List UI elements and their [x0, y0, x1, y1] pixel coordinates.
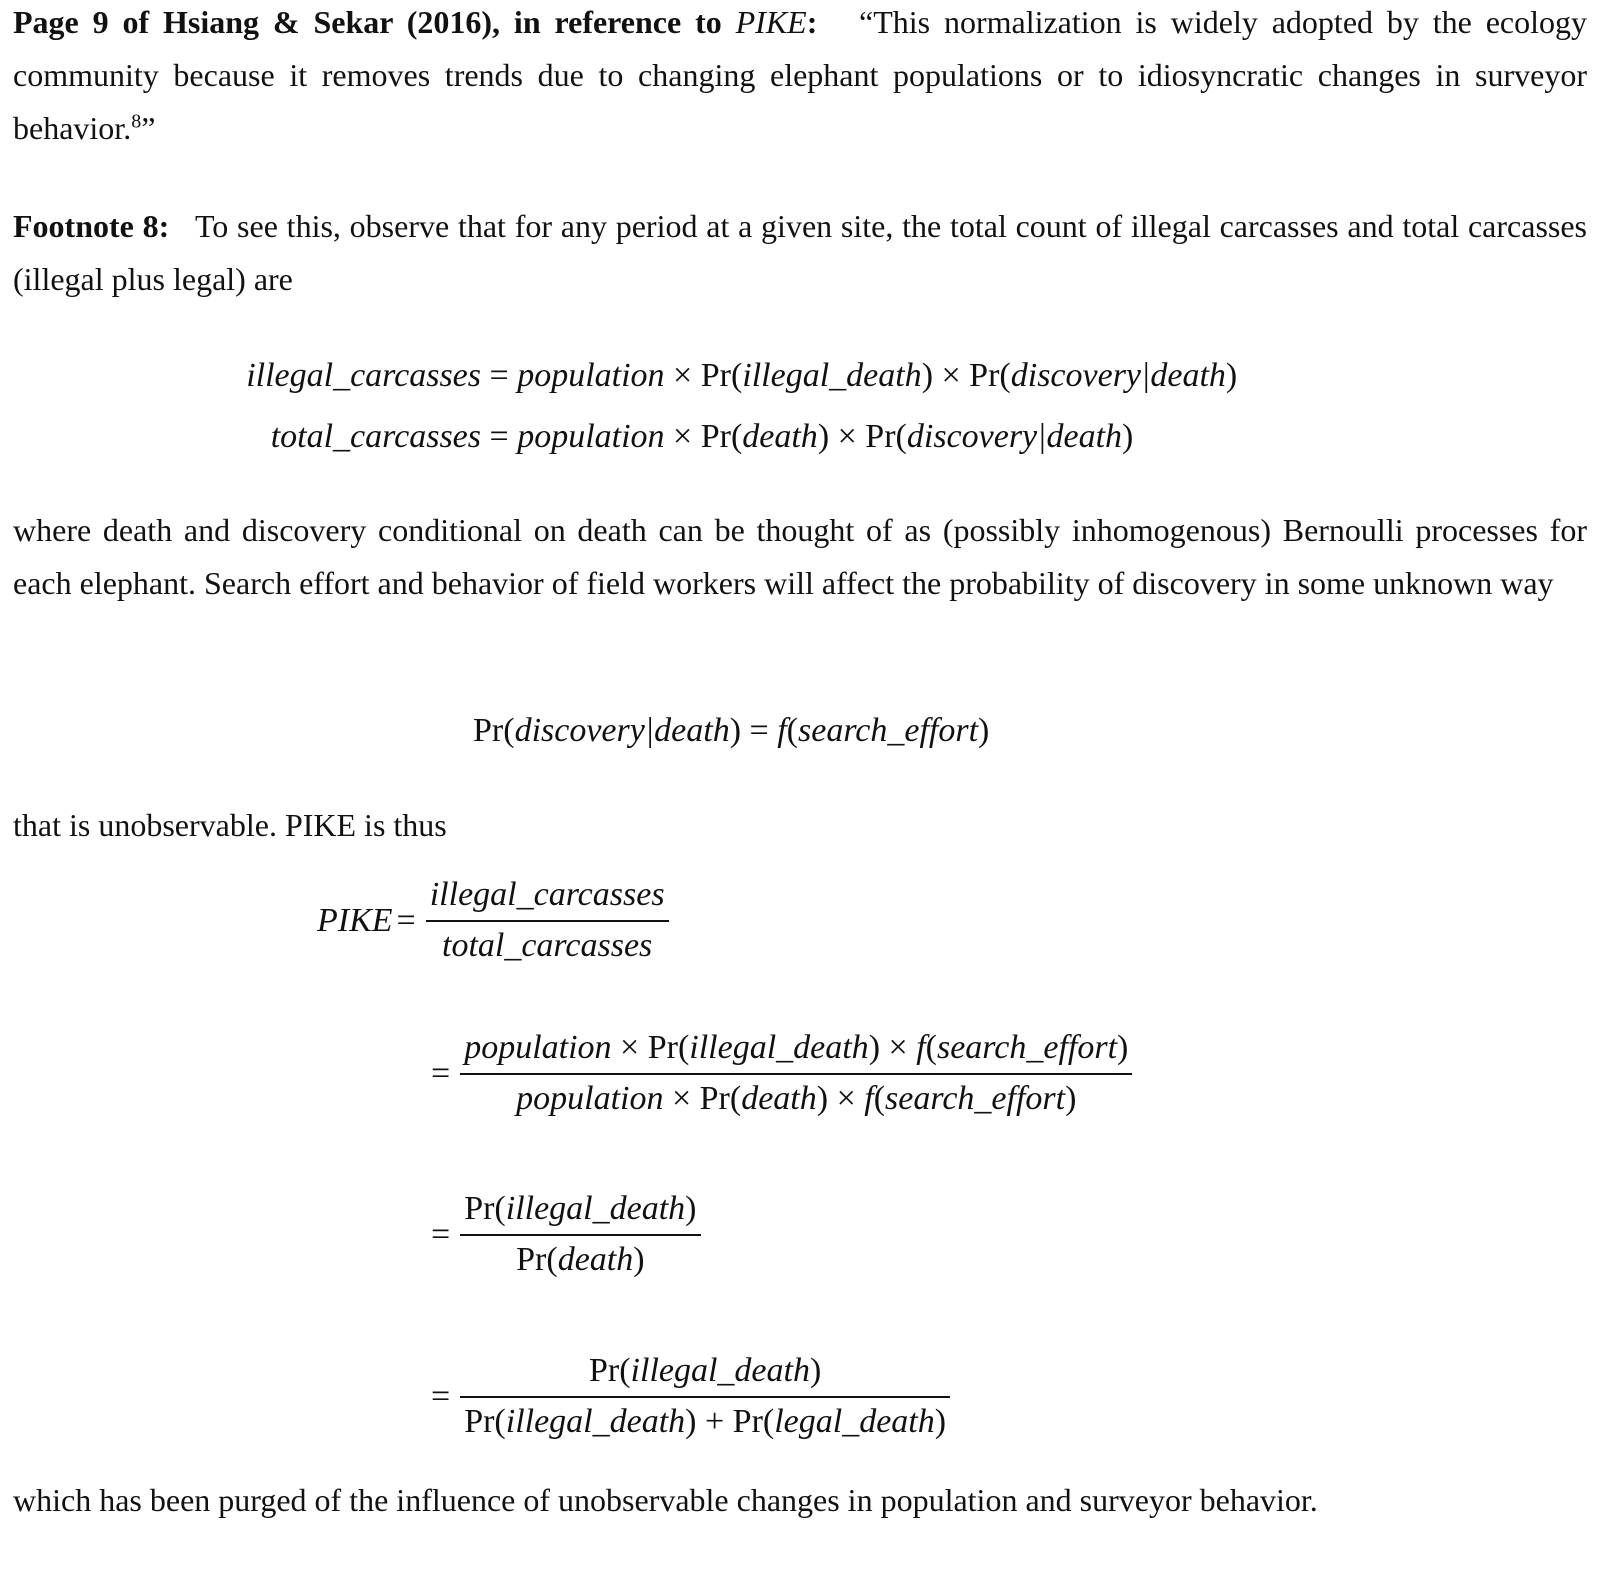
paragraph-2-text: where death and discovery conditional on death can be thought of as (possibly inhomogenous) Bernoulli processes for each elephant. Search effort and behavior of field workers will affect the probability of discovery in some unknown way	[13, 512, 1587, 601]
quote-heading-term: PIKE	[735, 4, 807, 40]
pike-step-2-den-arg: death	[741, 1080, 817, 1117]
pike-step-4-den-arg2: legal_death	[774, 1403, 935, 1440]
pike-lhs: PIKE	[317, 901, 393, 939]
pike-intro-paragraph	[13, 799, 1587, 852]
quote-paragraph	[13, 0, 1587, 155]
pike-step-1-fraction	[426, 873, 669, 968]
pike-step-3-fraction: $\frac{\text{Pr(illegal\_death)}}{\text{Pr(death)}}$	[460, 1187, 700, 1282]
footnote-marker: 8	[131, 110, 142, 133]
pike-step-4-num-arg: illegal_death	[630, 1352, 810, 1389]
equation-illegal-carcasses: illegal_carcasses = population × Pr(illegal_death) × Pr(discovery|death)	[13, 356, 1237, 396]
pike-step-4-den-arg1: illegal_death	[505, 1403, 686, 1440]
eq3-f: f	[777, 712, 787, 749]
quote-heading: Page 9 of Hsiang & Sekar (2016), in reference to	[13, 4, 722, 40]
equation-total-carcasses: total_carcasses = population × Pr(death) × Pr(discovery|death)	[13, 417, 1133, 457]
pike-step-2-den-pop: population	[516, 1080, 664, 1117]
paragraph-4-text: which has been purged of the influence of unobservable changes in population and surveyor behavior.	[13, 1482, 1318, 1518]
eq2-arg1: death	[742, 418, 818, 455]
quote-text: “This normalization is widely adopted by the ecology community because it removes trends due to changing elephant populations or to idiosyncratic changes in surveyor behavior.	[13, 4, 1588, 146]
eq1-lhs: illegal_carcasses	[246, 357, 481, 394]
eq2-arg2: discovery|death	[906, 418, 1123, 455]
eq1-arg2: discovery|death	[1010, 357, 1226, 394]
pike-step-3-num-arg: illegal_death	[505, 1190, 686, 1227]
pike-step-2: = $\frac{\text{population × Pr(illegal\_death) × f(search\_effort)}}{\text{population × Pr(death) × f(search\_effort)}}$	[431, 1026, 1132, 1121]
pike-step-3-den-arg: death	[557, 1241, 634, 1278]
pike-step-2-num-pop: population	[464, 1029, 612, 1066]
footnote-label: Footnote 8:	[13, 208, 170, 244]
eq3-arg: discovery|death	[514, 712, 730, 749]
quote-heading-colon: :	[806, 4, 818, 40]
pike-step-2-num-arg: illegal_death	[689, 1029, 869, 1066]
footnote-text: To see this, observe that for any period at a given site, the total count of illegal carcasses and total carcasses (illegal plus legal) are	[13, 208, 1588, 297]
eq1-pop: population	[517, 357, 665, 394]
conclusion-paragraph	[13, 1474, 1587, 1527]
bernoulli-paragraph	[13, 504, 1587, 610]
quote-close: ”	[141, 110, 156, 146]
pike-step-1-num: illegal_carcasses	[429, 876, 665, 913]
eq1-arg1: illegal_death	[742, 357, 922, 394]
pike-step-1-den: total_carcasses	[442, 927, 653, 964]
eq2-pop: population	[517, 418, 665, 455]
pike-step-2-num-f-arg: search_effort	[936, 1029, 1118, 1066]
eq3-f-arg: search_effort	[798, 712, 979, 749]
pike-step-4: = $\frac{\text{Pr(illegal\_death)}}{\text{Pr(illegal\_death) + Pr(legal\_death)}}$	[431, 1349, 950, 1444]
pike-step-4-fraction: $\frac{\text{Pr(illegal\_death)}}{\text{Pr(illegal\_death) + Pr(legal\_death)}}$	[460, 1349, 950, 1444]
document-page	[13, 0, 1587, 1574]
pike-step-1: PIKE = $\frac{\text{illegal\_carcasses}}{\text{total\_carcasses}}$	[317, 873, 669, 968]
footnote-paragraph	[13, 200, 1587, 306]
eq2-lhs: total_carcasses	[270, 418, 481, 455]
pike-step-2-fraction: $\frac{\text{population × Pr(illegal\_death) × f(search\_effort)}}{\text{population × Pr(death) × f(search\_effort)}}$	[460, 1026, 1132, 1121]
pike-step-2-den-f-arg: search_effort	[885, 1080, 1066, 1117]
pike-step-3: = $\frac{\text{Pr(illegal\_death)}}{\text{Pr(death)}}$	[431, 1187, 701, 1282]
paragraph-3-text: that is unobservable. PIKE is thus	[13, 807, 447, 843]
equation-discovery: Pr(discovery|death) = f(search_effort)	[473, 712, 990, 749]
